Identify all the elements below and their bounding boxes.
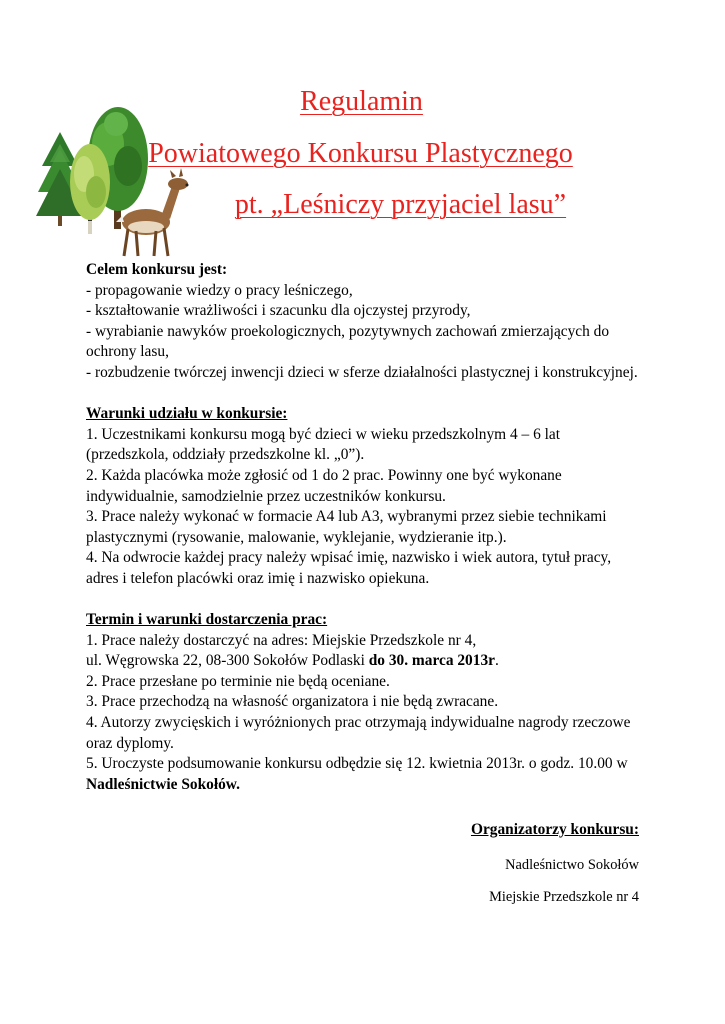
- goals-heading: Celem konkursu jest:: [86, 261, 228, 278]
- summary-text: 5. Uroczyste podsumowanie konkursu odbędzie się 12. kwietnia 2013r. o godz. 10.00 w: [86, 755, 628, 773]
- delivery-item-address: [86, 651, 646, 672]
- conditions-heading: Warunki udziału w konkursie:: [86, 405, 288, 423]
- delivery-heading: Termin i warunki dostarczenia prac:: [86, 611, 328, 629]
- goal-item: - wyrabianie nawyków proekologicznych, pozytywnych zachowań zmierzających do ochrony lasu,: [86, 322, 610, 361]
- condition-item: 4. Na odwrocie każdej pracy należy wpisać imię, nazwisko i wiek autora, tytuł pracy, adres i telefon placówki oraz imię i nazwisko opiekuna.: [86, 549, 612, 587]
- deadline-text: do 30. marca 2013r: [368, 652, 495, 670]
- condition-item: 1. Uczestnikami konkursu mogą być dzieci w wieku przedszkolnym 4 – 6 lat (przedszkola, oddziały przedszkolne kl. „0”).: [86, 425, 560, 464]
- delivery-item: 1. Prace należy dostarczyć na adres: Miejskie Przedszkole nr 4,: [86, 631, 477, 649]
- trees-and-deer-illustration: [36, 104, 201, 259]
- organizer-name: Miejskie Przedszkole nr 4: [489, 889, 639, 905]
- organizers-heading: Organizatorzy konkursu:: [470, 821, 639, 838]
- title-line-2: Powiatowego Konkursu Plastycznego: [148, 138, 573, 169]
- organizer-name: Nadleśnictwo Sokołów: [505, 857, 639, 873]
- goal-item: - kształtowanie wrażliwości i szacunku dla ojczystej przyrody,: [86, 302, 471, 320]
- document-body: [86, 260, 646, 795]
- delivery-item: 2. Prace przesłane po terminie nie będą oceniane.: [86, 672, 390, 690]
- delivery-item-summary: [86, 754, 646, 795]
- condition-item: 2. Każda placówka może zgłosić od 1 do 2 prac. Powinny one być wykonane indywidualnie, samodzielnie przez uczestników konkursu.: [86, 466, 562, 505]
- summary-place: Nadleśnictwie Sokołów.: [86, 775, 240, 793]
- goal-item: - propagowanie wiedzy o pracy leśniczego,: [86, 281, 353, 299]
- delivery-item: 4. Autorzy zwycięskich i wyróżnionych prac otrzymają indywidualne nagrody rzeczowe oraz dyplomy.: [86, 714, 631, 752]
- period-text: .: [494, 652, 499, 670]
- goal-item: - rozbudzenie twórczej inwencji dzieci w sferze działalności plastycznej i konstrukcyjnej.: [86, 363, 638, 381]
- title-line-1: Regulamin: [300, 86, 423, 117]
- title-line-3: pt. „Leśniczy przyjaciel lasu”: [234, 189, 567, 220]
- condition-item: 3. Prace należy wykonać w formacie A4 lub A3, wybranymi przez siebie technikami plastycznymi (rysowanie, malowanie, wyklejanie, wydzieranie itp.).: [86, 508, 607, 546]
- delivery-item: 3. Prace przechodzą na własność organizatora i nie będą zwracane.: [86, 693, 499, 711]
- address-text: ul. Węgrowska 22, 08-300 Sokołów Podlaski: [86, 652, 369, 670]
